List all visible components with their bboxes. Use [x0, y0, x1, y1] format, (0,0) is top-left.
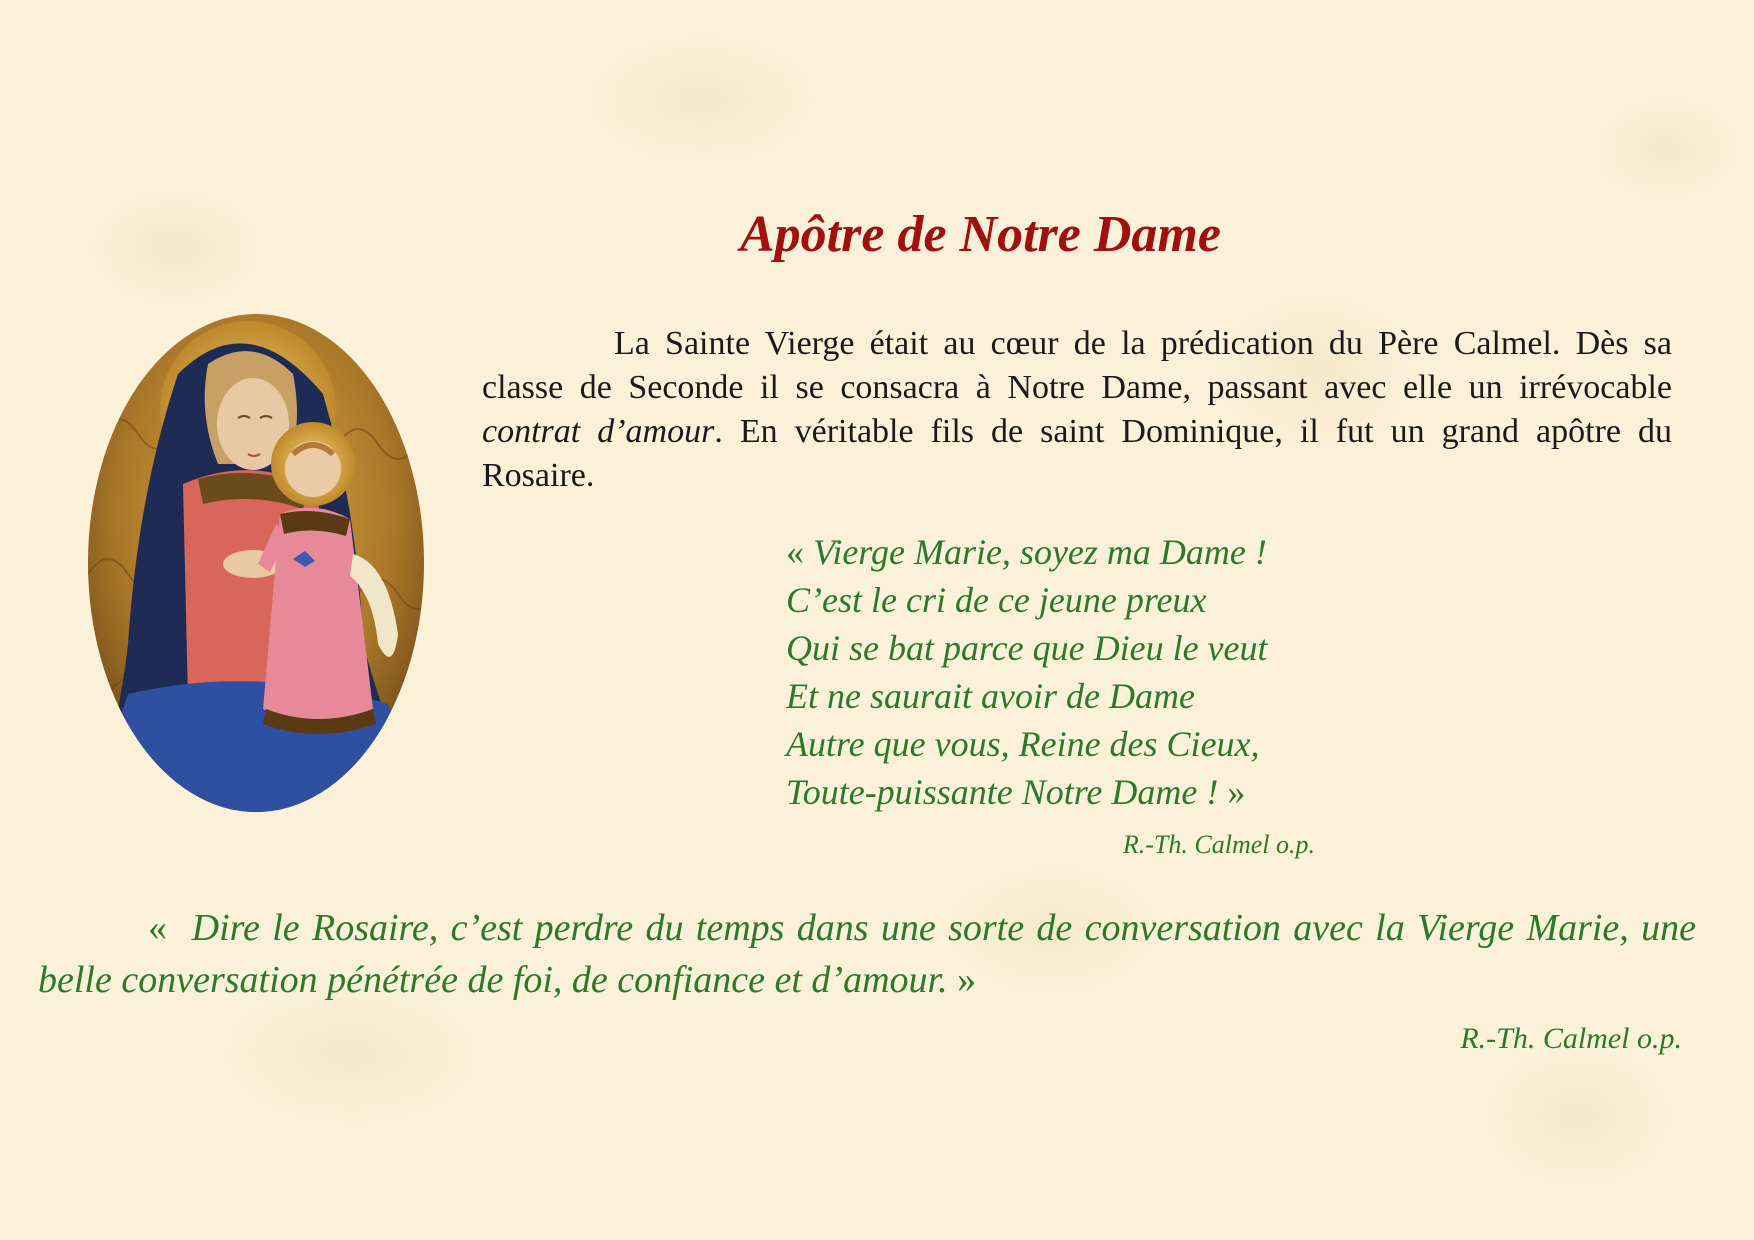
poem-close-mark: »: [1227, 772, 1246, 812]
intro-emphasis: contrat d’amour: [482, 413, 715, 450]
poem: [786, 528, 1346, 816]
page-title: Apôtre de Notre Dame: [740, 206, 1221, 263]
intro-text-end: . En véritable fils de saint Dominique, il fut un grand apôtre du Rosaire.: [482, 413, 1672, 494]
quote-open-mark: «: [148, 907, 167, 949]
poem-line: Autre que vous, Reine des Cieux,: [786, 724, 1260, 764]
poem-line: « Vierge Marie, soyez ma Dame !: [786, 532, 1267, 572]
madonna-and-child-image: [88, 314, 424, 812]
poem-line: Toute-puissante Notre Dame ! »: [786, 772, 1246, 812]
rosary-quote: [38, 902, 1696, 1006]
intro-paragraph: [482, 322, 1672, 498]
poem-line: Qui se bat parce que Dieu le veut: [786, 628, 1268, 668]
poem-open-mark: «: [786, 532, 804, 572]
poem-line: C’est le cri de ce jeune preux: [786, 580, 1207, 620]
poem-line: Et ne saurait avoir de Dame: [786, 676, 1195, 716]
poem-signature: R.-Th. Calmel o.p.: [1122, 830, 1315, 859]
quote-close-mark: »: [957, 959, 977, 1001]
intro-text-start: La Sainte Vierge était au cœur de la prédication du Père Calmel. Dès sa classe de Seconde il se consacra à Notre Dame, passant avec elle un irrévocable: [482, 325, 1672, 406]
quote-text: Dire le Rosaire, c’est perdre du temps dans une sorte de conversation avec la Vierge Marie, une belle conversation pénétrée de foi, de confiance et d’amour.: [38, 907, 1696, 1001]
madonna-and-child-icon: [88, 314, 424, 812]
quote-signature: R.-Th. Calmel o.p.: [1460, 1022, 1682, 1055]
